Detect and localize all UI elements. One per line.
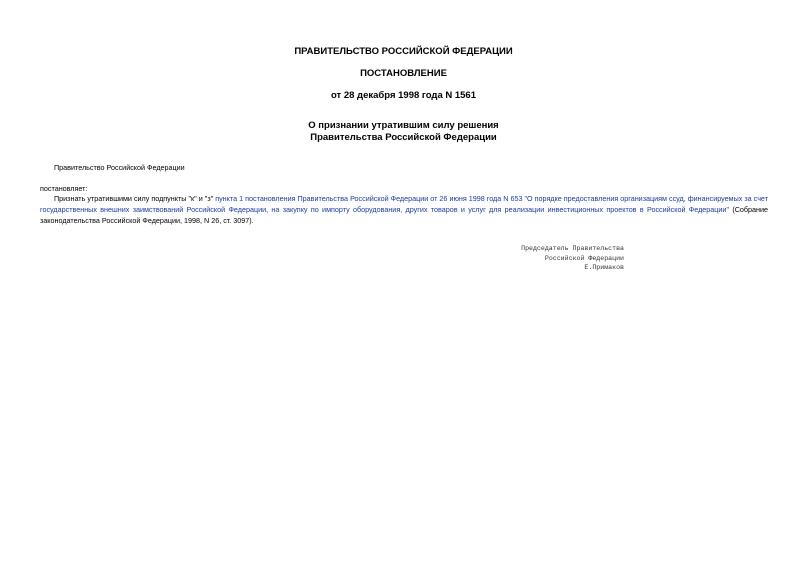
document-type-heading: ПОСТАНОВЛЕНИЕ xyxy=(360,68,447,79)
government-heading: ПРАВИТЕЛЬСТВО РОССИЙСКОЙ ФЕДЕРАЦИИ xyxy=(294,46,513,57)
signature-position-line1: Председатель Правительства xyxy=(521,245,624,252)
paragraph-tail: (Собрание законодательства Российской Федерации, 1998, N 26, ст. 3097). xyxy=(40,205,768,225)
title-line-1: О признании утратившим силу решения xyxy=(308,120,499,131)
resolution-paragraph xyxy=(40,193,768,226)
paragraph-lead: Признать утратившими силу подпункты "к" и "з" xyxy=(54,194,216,203)
date-number-heading: от 28 декабря 1998 года N 1561 xyxy=(330,90,476,101)
signature-name: Е.Примаков xyxy=(584,264,624,272)
issuer-text: Правительство Российской Федерации xyxy=(54,163,185,172)
resolves-text: постановляет: xyxy=(40,184,88,193)
signature-position-line2: Российской Федерации xyxy=(544,254,624,262)
signature-block xyxy=(460,244,624,273)
title-line-2: Правительства Российской Федерации xyxy=(310,132,497,143)
referenced-decree-link[interactable]: пункта 1 постановления Правительства Российской Федерации от 26 июня 1998 года N 653 "О порядке предоставления организациям ссуд, финансируемых за счет государственных внешних заимствований Российской Федерации, на закупку по импорту оборудования, других товаров и услуг для реализации инвестиционных проектов в Российской Федерации" xyxy=(40,194,768,214)
